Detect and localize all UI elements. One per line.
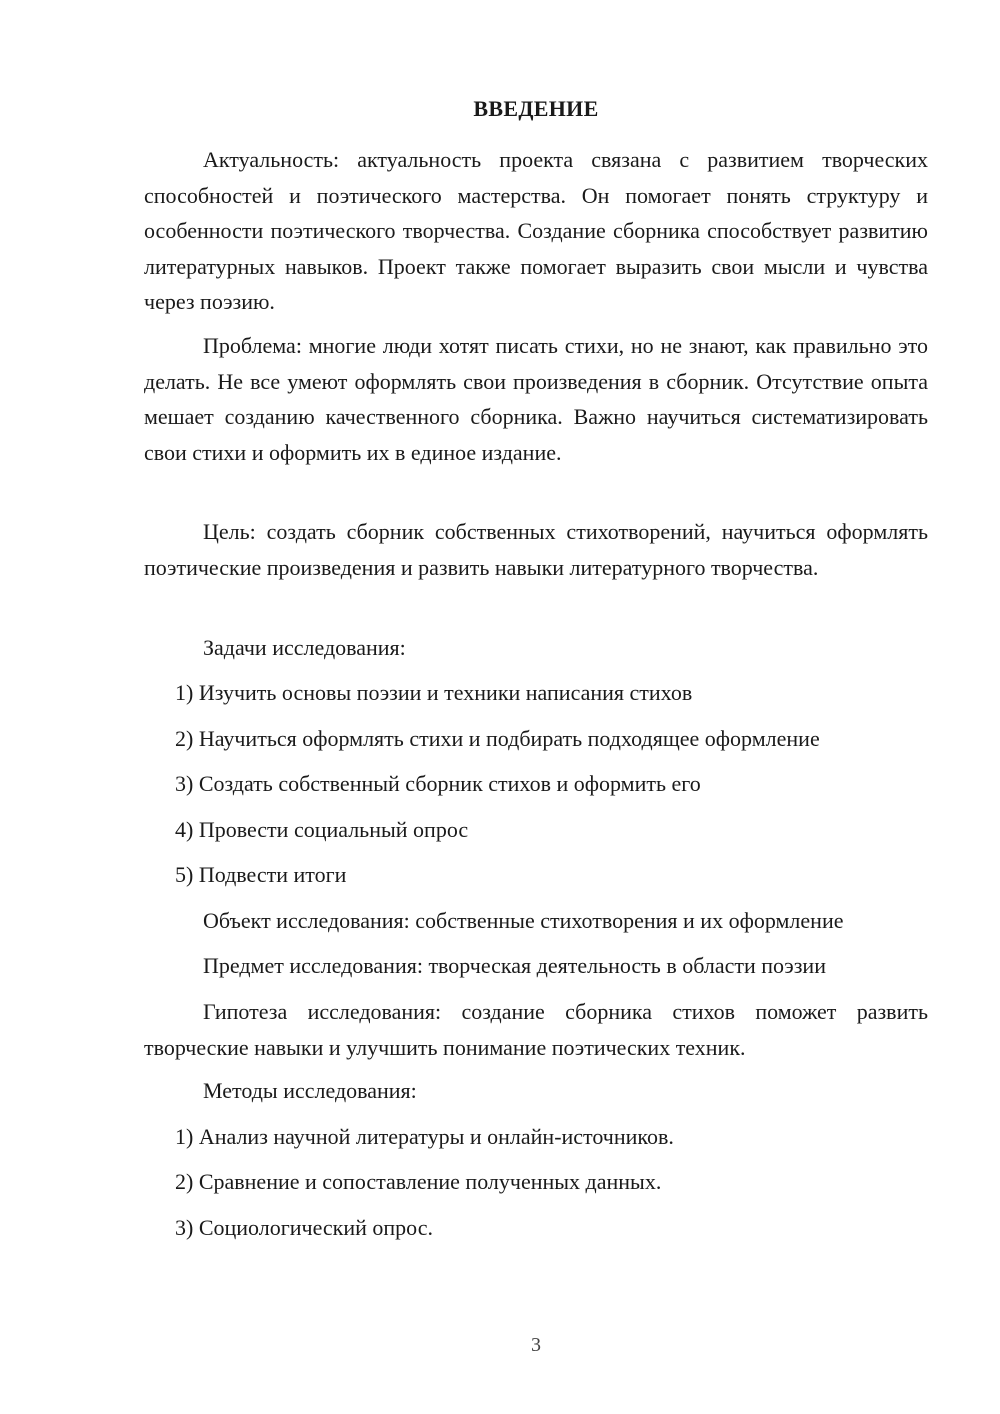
task-item: 5) Подвести итоги xyxy=(175,862,347,887)
goal-paragraph: Цель: создать сборник собственных стихотворений, научиться оформлять поэтические произведения и развить навыки литературного творчества. xyxy=(144,519,928,580)
task-item: 3) Создать собственный сборник стихов и оформить его xyxy=(175,771,701,796)
research-object: Объект исследования: собственные стихотворения и их оформление xyxy=(203,908,844,933)
relevance-paragraph: Актуальность: актуальность проекта связана с развитием творческих способностей и поэтического мастерства. Он помогает понять структуру и особенности поэтического творчества. Создание сборника способствует развитию литературных навыков. Проект также помогает выразить свои мысли и чувства через поэзию. xyxy=(144,147,928,314)
research-subject: Предмет исследования: творческая деятельность в области поэзии xyxy=(203,953,826,978)
problem-paragraph: Проблема: многие люди хотят писать стихи, но не знают, как правильно это делать. Не все умеют оформлять свои произведения в сборник. Отсутствие опыта мешает созданию качественного сборника. Важно научиться систематизировать свои стихи и оформить их в единое издание. xyxy=(144,333,928,465)
tasks-heading: Задачи исследования: xyxy=(203,635,406,660)
page-title: ВВЕДЕНИЕ xyxy=(473,96,599,121)
task-item: 4) Провести социальный опрос xyxy=(175,817,469,842)
method-item: 3) Социологический опрос. xyxy=(175,1215,433,1240)
hypothesis-paragraph: Гипотеза исследования: создание сборника стихов поможет развить творческие навыки и улучшить понимание поэтических техник. xyxy=(144,999,928,1060)
page-number: 3 xyxy=(531,1334,541,1356)
methods-heading: Методы исследования: xyxy=(203,1078,417,1103)
method-item: 1) Анализ научной литературы и онлайн-источников. xyxy=(175,1124,674,1149)
task-item: 2) Научиться оформлять стихи и подбирать подходящее оформление xyxy=(175,726,820,751)
method-item: 2) Сравнение и сопоставление полученных данных. xyxy=(175,1169,662,1194)
task-item: 1) Изучить основы поэзии и техники написания стихов xyxy=(175,680,693,705)
